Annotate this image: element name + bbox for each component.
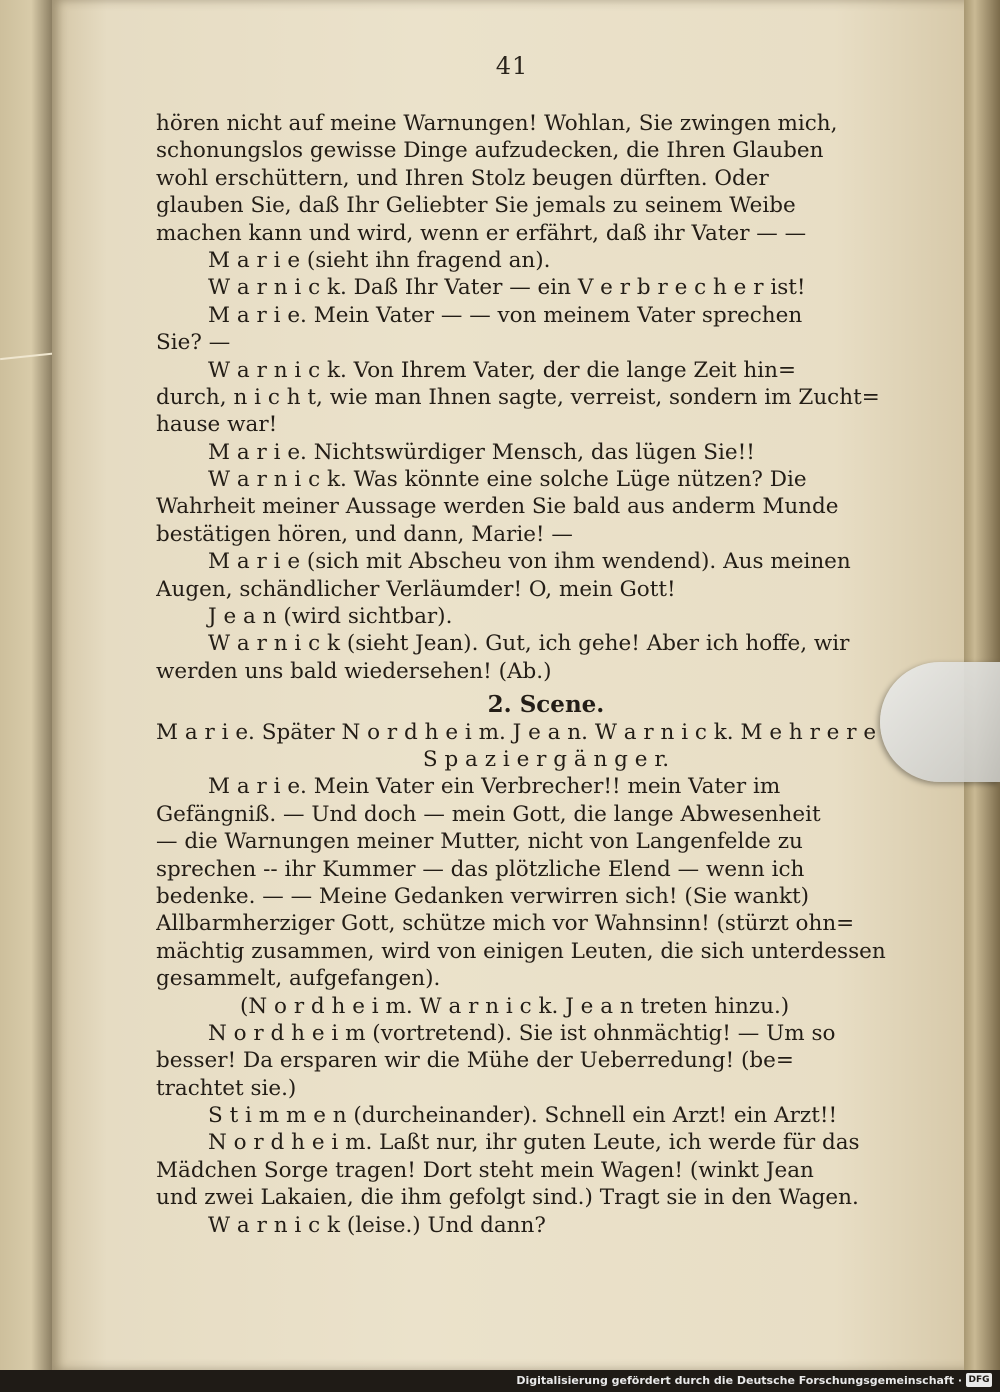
text-line: trachtet sie.) <box>156 1075 297 1101</box>
text-line: W a r n i c k. Daß Ihr Vater — ein V e r b r e c h e r ist! <box>208 275 806 301</box>
text-line: bestätigen hören, und dann, Marie! — <box>156 521 573 547</box>
text-line: — die Warnungen meiner Mutter, nicht von Langenfelde zu <box>156 829 803 855</box>
text-line: sprechen -- ihr Kummer — das plötzliche Elend — wenn ich <box>156 856 805 882</box>
book-page <box>52 0 972 1370</box>
text-line: J e a n (wird sichtbar). <box>208 604 453 630</box>
text-line: M a r i e. Nichtswürdiger Mensch, das lügen Sie!! <box>208 439 755 465</box>
text-line: N o r d h e i m (vortretend). Sie ist ohnmächtig! — Um so <box>208 1020 836 1046</box>
text-line: W a r n i c k (sieht Jean). Gut, ich gehe! Aber ich hoffe, wir <box>208 631 850 657</box>
dfg-logo: DFG <box>966 1373 992 1387</box>
binding-thread <box>0 352 60 360</box>
page-clip-tab <box>880 662 1000 782</box>
text-line: M a r i e. Später N o r d h e i m. J e a n. W a r n i c k. M e h r e r e <box>156 719 877 745</box>
text-line: Wahrheit meiner Aussage werden Sie bald aus anderm Munde <box>156 494 839 520</box>
text-line: Mädchen Sorge tragen! Dort steht mein Wagen! (winkt Jean <box>156 1157 814 1183</box>
text-line: S t i m m e n (durcheinander). Schnell ein Arzt! ein Arzt!! <box>208 1103 838 1129</box>
footer-credit: Digitalisierung gefördert durch die Deutsche Forschungsgemeinschaft · <box>516 1374 962 1387</box>
text-line: Sie? — <box>156 330 231 356</box>
text-line: hören nicht auf meine Warnungen! Wohlan, Sie zwingen mich, <box>156 111 838 136</box>
text-line: hause war! <box>156 412 278 438</box>
text-line: W a r n i c k. Was könnte eine solche Lüge nützen? Die <box>208 467 807 493</box>
scene-heading: 2. Scene. <box>487 691 605 719</box>
text-line: machen kann und wird, wenn er erfährt, daß ihr Vater — — <box>156 220 807 246</box>
text-line: Augen, schändlicher Verläumder! O, mein Gott! <box>156 576 676 602</box>
text-line: W a r n i c k. Von Ihrem Vater, der die lange Zeit hin= <box>208 357 796 383</box>
text-line: glauben Sie, daß Ihr Geliebter Sie jemals zu seinem Weibe <box>156 193 796 219</box>
text-line: Gefängniß. — Und doch — mein Gott, die lange Abwesenheit <box>156 801 821 827</box>
text-line: besser! Da ersparen wir die Mühe der Ueberredung! (be= <box>156 1048 794 1074</box>
text-line: gesammelt, aufgefangen). <box>156 966 441 992</box>
text-line: N o r d h e i m. Laßt nur, ihr guten Leute, ich werde für das <box>208 1130 860 1156</box>
page-number: 41 <box>495 52 529 80</box>
text-line: W a r n i c k (leise.) Und dann? <box>208 1212 546 1238</box>
text-line: und zwei Lakaien, die ihm gefolgt sind.) Tragt sie in den Wagen. <box>156 1185 859 1211</box>
text-line: (N o r d h e i m. W a r n i c k. J e a n treten hinzu.) <box>240 993 790 1019</box>
left-page-edge <box>0 0 52 1370</box>
text-line: M a r i e. Mein Vater ein Verbrecher!! mein Vater im <box>208 774 781 800</box>
text-line: S p a z i e r g ä n g e r. <box>422 746 670 772</box>
text-line: M a r i e (sich mit Abscheu von ihm wendend). Aus meinen <box>208 549 851 575</box>
text-line: Allbarmherziger Gott, schütze mich vor Wahnsinn! (stürzt ohn= <box>156 911 855 937</box>
text-line: M a r i e (sieht ihn fragend an). <box>208 247 551 273</box>
text-line: durch, n i c h t, wie man Ihnen sagte, verreist, sondern im Zucht= <box>156 384 880 410</box>
text-line: M a r i e. Mein Vater — — von meinem Vater sprechen <box>208 302 803 328</box>
text-line: mächtig zusammen, wird von einigen Leuten, die sich unterdessen <box>156 938 886 964</box>
text-line: bedenke. — — Meine Gedanken verwirren sich! (Sie wankt) <box>156 883 810 909</box>
footer-bar <box>0 1370 1000 1392</box>
text-line: werden uns bald wiedersehen! (Ab.) <box>156 658 552 684</box>
text-line: schonungslos gewisse Dinge aufzudecken, die Ihren Glauben <box>156 138 824 164</box>
page-text <box>156 110 936 1239</box>
text-line: wohl erschüttern, und Ihren Stolz beugen dürften. Oder <box>156 165 769 191</box>
